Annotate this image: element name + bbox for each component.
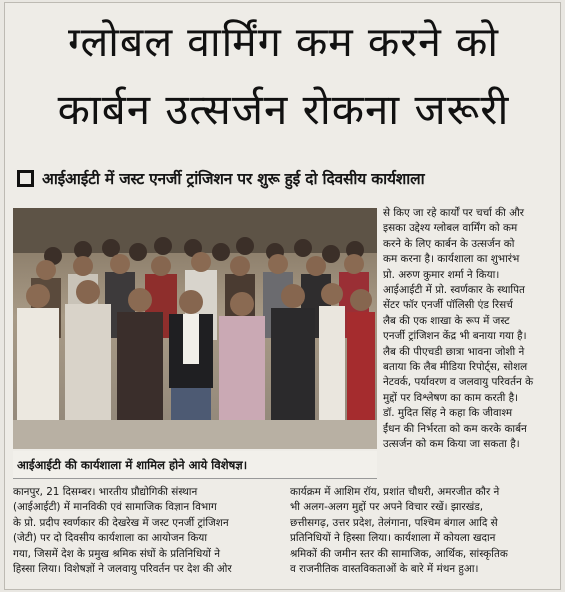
text-line: हिस्सा लिया। विशेषज्ञों ने जलवायु परिवर्तन पर देश की ओर (13, 563, 232, 576)
article-bottom-right-column (290, 485, 558, 577)
text-line: कानपुर, 21 दिसम्बर। भारतीय प्रौद्योगिकी संस्थान (13, 486, 198, 498)
subheadline-text: आईआईटी में जस्ट एनर्जी ट्रांजिशन पर शुरू हुई दो दिवसीय कार्यशाला (42, 170, 425, 188)
text-line: आईआईटी में प्रो. स्वर्णकार के स्थापित (383, 284, 525, 297)
article-bottom-left-column (13, 485, 281, 577)
text-line: ईंधन की निर्भरता को कम करके कार्बन (383, 422, 527, 435)
text-line: डॉ. मुदित सिंह ने कहा कि जीवाश्म (383, 407, 513, 420)
text-line: छत्तीसगढ़, उत्तर प्रदेश, तेलंगाना, पश्चिम बंगाल आदि से (290, 516, 498, 529)
text-line: गया, जिसमें देश के प्रमुख श्रमिक संघों के प्रतिनिधियों ने (13, 547, 221, 560)
headline-line-2: कार्बन उत्सर्जन रोकना जरूरी (57, 85, 510, 134)
text-line: मुद्दों पर विश्लेषण का काम करती है। (383, 391, 519, 404)
text-line: लैब की एक शाखा के रूप में जस्ट (383, 314, 510, 327)
text-line: करने के लिए कार्बन के उत्सर्जन को (383, 237, 515, 250)
text-line: इसका उद्देश्य ग्लोबल वार्मिंग को कम (383, 222, 518, 235)
group-photo (13, 208, 377, 449)
subheadline (17, 163, 557, 193)
text-line: उत्सर्जन को कम किया जा सकता है। (383, 438, 520, 451)
text-line: (आईआईटी) में मानविकी एवं सामाजिक विज्ञान विभाग (13, 501, 217, 514)
photo-caption: आईआईटी की कार्यशाला में शामिल होने आये विशेषज्ञ। (13, 451, 377, 479)
text-line: सेंटर फॉर एनर्जी पॉलिसी एंड रिसर्च (383, 299, 513, 312)
text-line: नेटवर्क, पर्यावरण व जलवायु परिवर्तन के (383, 376, 534, 389)
text-line: लैब की पीएचडी छात्रा भावना जोशी ने (383, 345, 525, 358)
text-line: व राजनीतिक वास्तविकताओं के बारे में मंथन हुआ। (290, 563, 479, 576)
article-right-column (383, 206, 555, 453)
newspaper-clipping (4, 2, 561, 590)
text-line: श्रमिकों की जमीन स्तर की सामाजिक, आर्थिक, सांस्कृतिक (290, 547, 508, 560)
text-line: प्रो. अरुण कुमार शर्मा ने किया। (383, 268, 500, 281)
text-line: भी अलग-अलग मुद्दों पर अपने विचार रखें। झारखंड, (290, 501, 484, 514)
headline-line-1: ग्लोबल वार्मिंग कम करने को (67, 18, 500, 66)
text-line: एनर्जी ट्रांजिशन केंद्र भी बनाया गया है। (383, 330, 527, 343)
text-line: से किए जा रहे कार्यों पर चर्चा की और (383, 207, 525, 219)
text-line: (जेटी) पर दो दिवसीय कार्यशाला का आयोजन किया (13, 532, 208, 545)
text-line: कम करना है। कार्यशाला का शुभारंभ (383, 253, 520, 266)
text-line: के प्रो. प्रदीप स्वर्णकार की देखरेख में जस्ट एनर्जी ट्रांजिशन (13, 516, 229, 529)
text-line: बताया कि लैब मीडिया रिपोर्ट्स, सोशल (383, 361, 528, 374)
square-bullet-icon (17, 170, 34, 187)
text-line: प्रतिनिधियों ने हिस्सा लिया। कार्यशाला में कोयला खदान (290, 532, 496, 545)
text-line: कार्यक्रम में आशिम रॉय, प्रशांत चौधरी, अमरजीत कौर ने (290, 486, 500, 498)
